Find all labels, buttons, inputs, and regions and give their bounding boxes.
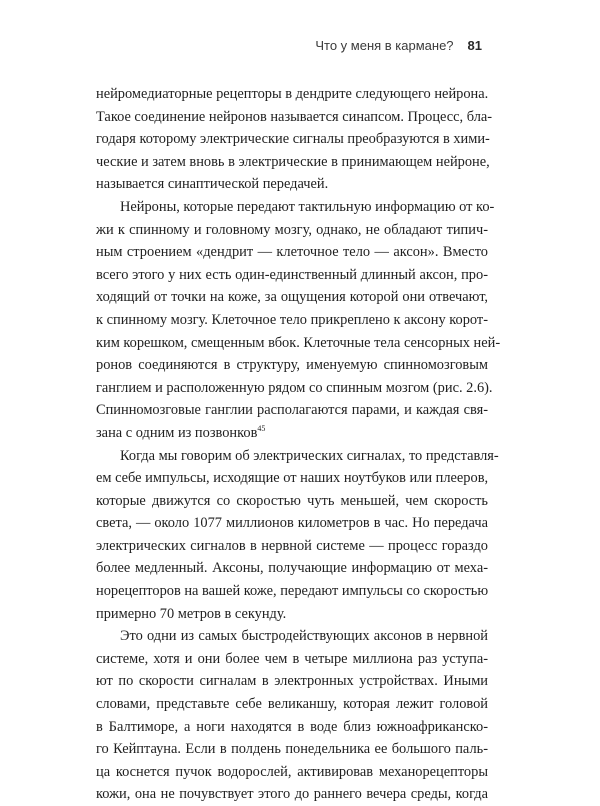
text-line: годаря которому электрические сигналы преобразуются в хими- bbox=[96, 131, 490, 148]
text-line: Такое соединение нейронов называется синапсом. Процесс, бла- bbox=[96, 108, 493, 125]
text-line: системе, хотя и они более чем в четыре миллиона раз уступа- bbox=[96, 650, 488, 667]
text-line: к спинному мозгу. Клеточное тело прикреплено к аксону корот- bbox=[96, 311, 488, 328]
text-line: в Балтиморе, а ноги находятся в воде близ южноафриканско- bbox=[96, 718, 488, 735]
text-line: ческие и затем вновь в электрические в принимающем нейроне, bbox=[96, 153, 490, 170]
text-line: жи к спинному и головному мозгу, однако, не обладают типич- bbox=[96, 221, 488, 238]
body-text bbox=[96, 83, 501, 806]
text-line: ем себе импульсы, исходящие от наших ноутбуков или плееров, bbox=[96, 470, 489, 487]
text-line: света, — около 1077 миллионов километров в час. Но передача bbox=[96, 515, 488, 532]
paragraph-2 bbox=[96, 196, 501, 445]
text-line: более медленный. Аксоны, получающие информацию от меха- bbox=[96, 560, 488, 577]
page-number: 81 bbox=[467, 38, 482, 53]
text-line: Нейроны, которые передают тактильную информацию от ко- bbox=[120, 198, 495, 215]
paragraph-3 bbox=[96, 445, 499, 626]
text-line: Когда мы говорим об электрических сигналах, то представля- bbox=[120, 447, 499, 464]
paragraph-1 bbox=[96, 83, 493, 196]
text-line: нейромедиаторные рецепторы в дендрите следующего нейрона. bbox=[96, 86, 489, 102]
text-line: ронов соединяются в структуру, именуемую спинномозговым bbox=[96, 357, 488, 374]
paragraph-4 bbox=[96, 625, 488, 806]
text-line: электрических сигналов в нервной системе — процесс гораздо bbox=[96, 537, 488, 554]
running-title: Что у меня в кармане? bbox=[315, 38, 454, 53]
text-line: ца коснется пучок водорослей, активировав механорецепторы bbox=[96, 763, 488, 780]
text-line-with-footnote bbox=[96, 422, 488, 445]
text-line: которые движутся со скоростью чуть меньшей, чем скорость bbox=[96, 492, 488, 509]
text-line: ют по скорости сигналам в электронных устройствах. Иными bbox=[96, 673, 488, 690]
running-head bbox=[315, 38, 482, 53]
text-line: словами, представьте себе великаншу, которая лежит головой bbox=[96, 696, 488, 713]
text-line: примерно 70 метров в секунду. bbox=[96, 605, 287, 622]
text-line: Это одни из самых быстродействующих аксонов в нервной bbox=[120, 628, 488, 645]
text-line: Спинномозговые ганглии располагаются парами, и каждая свя- bbox=[96, 402, 488, 419]
text-line: ходящий от точки на коже, за ощущения которой они отвечают, bbox=[96, 289, 488, 306]
text-line: называется синаптической передачей. bbox=[96, 176, 329, 193]
text-line: го Кейптауна. Если в полдень понедельника ее большого паль- bbox=[96, 741, 488, 758]
text-line: кожи, она не почувствует этого до раннего вечера среды, когда bbox=[96, 786, 488, 803]
text-line: ким корешком, смещенным вбок. Клеточные тела сенсорных ней- bbox=[96, 334, 501, 351]
footnote-ref: 45 bbox=[257, 423, 266, 433]
text-line: зана с одним из позвонков bbox=[96, 424, 258, 441]
text-line: норецепторов на вашей коже, передают импульсы со скоростью bbox=[96, 583, 489, 600]
text-line: всего этого у них есть один-единственный длинный аксон, про- bbox=[96, 266, 488, 283]
text-line: ганглием и расположенную рядом со спинным мозгом (рис. 2.6). bbox=[96, 379, 493, 396]
text-line: ным строением «дендрит — клеточное тело — аксон». Вместо bbox=[96, 244, 488, 261]
